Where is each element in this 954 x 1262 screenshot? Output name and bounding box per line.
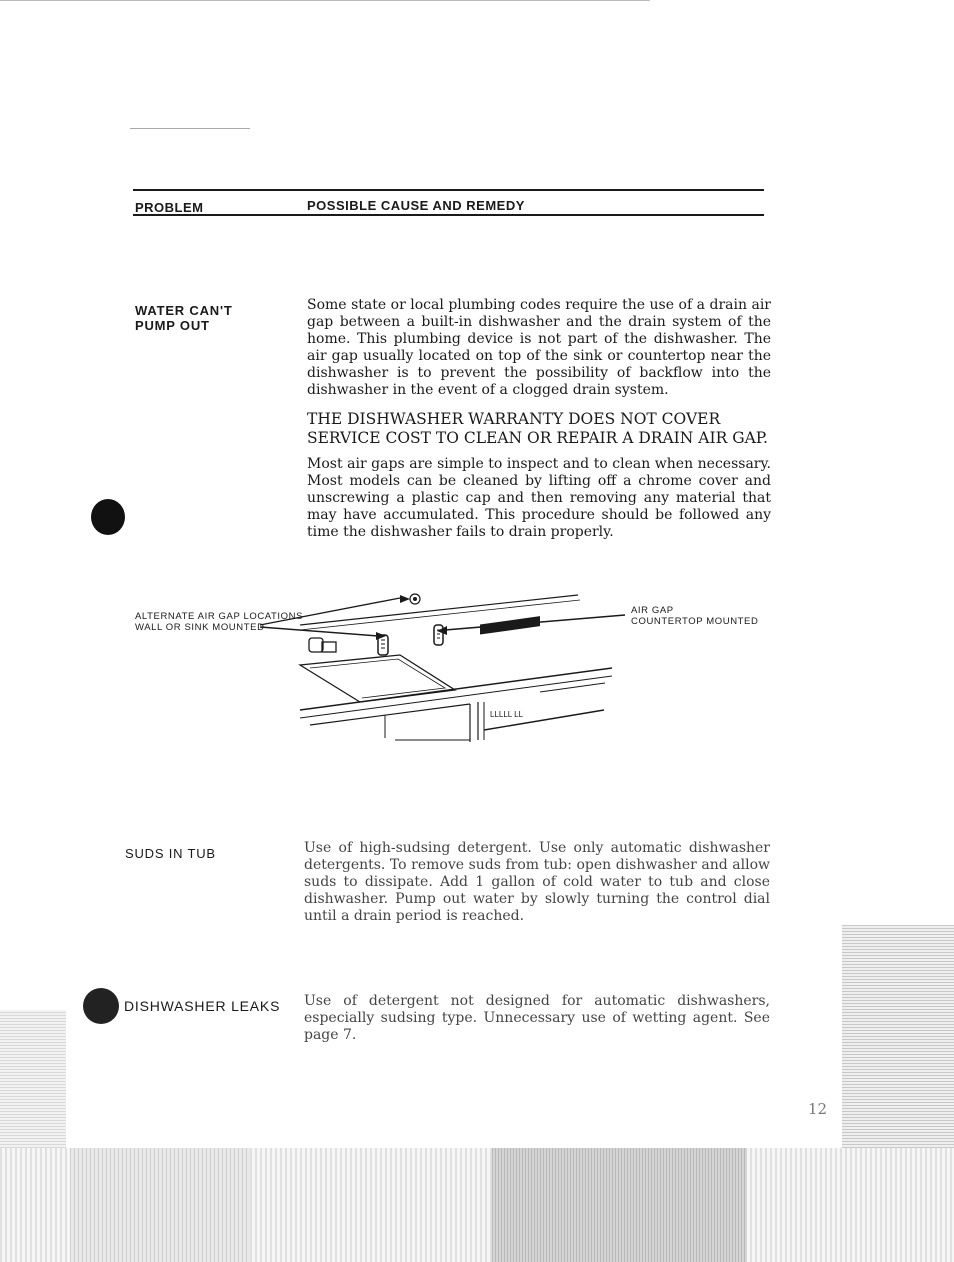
problem-dishwasher-leaks: DISHWASHER LEAKS (124, 998, 281, 1014)
air-gap-explanation: Some state or local plumbing codes require the use of a drain air gap between a built-in dishwasher and the drain system of the home. This plumbing device is not part of the dishwasher. The air gap usually located on top of the sink or countertop near the dishwasher is to prevent the possibility of backflow into the dishwasher in the event of a clogged drain system. (307, 297, 771, 398)
problem-water-cant-pump-out: WATER CAN'T PUMP OUT (135, 303, 233, 333)
label-alternate-air-gap: ALTERNATE AIR GAP LOCATIONS WALL OR SINK MOUNTED (135, 611, 304, 633)
page-number: 12 (808, 1100, 828, 1118)
header-bottom-rule (133, 214, 764, 216)
dishwasher-leaks-remedy: Use of detergent not designed for automatic dishwashers, especially sudsing type. Unnecessary use of wetting agent. See page 7. (304, 993, 770, 1043)
cause-column-header: POSSIBLE CAUSE AND REMEDY (307, 198, 525, 213)
label-countertop-air-gap: AIR GAP COUNTERTOP MOUNTED (631, 605, 759, 627)
ink-mark-leaks (83, 988, 119, 1024)
air-gap-cleaning-instructions: Most air gaps are simple to inspect and to clean when necessary. Most models can be cleaned by lifting off a chrome cover and unscrewing a plastic cap and then removing any material that may have accumulated. This procedure should be followed any time the dishwasher fails to drain properly. (307, 456, 771, 540)
header-top-rule (133, 189, 764, 191)
scan-artifact-line (130, 128, 250, 129)
sink-diagram (0, 580, 954, 840)
scan-noise-bottom-dark (492, 1148, 747, 1262)
svg-text:LLLLL LL: LLLLL LL (490, 710, 524, 719)
problem-column-header: PROBLEM (135, 200, 204, 215)
warranty-notice: THE DISHWASHER WARRANTY DOES NOT COVER SERVICE COST TO CLEAN OR REPAIR A DRAIN AIR GAP. (307, 410, 768, 447)
ink-mark-left (91, 499, 125, 535)
suds-in-tub-remedy: Use of high-sudsing detergent. Use only automatic dishwasher detergents. To remove suds from tub: open dishwasher and allow suds to dissipate. Add 1 gallon of cold water to tub and close dishwasher. Pump out water by slowly turning the control dial until a drain period is reached. (304, 840, 770, 924)
problem-suds-in-tub: SUDS IN TUB (125, 846, 216, 861)
scan-noise-bottom-mid (70, 1148, 250, 1262)
scan-artifact-top (0, 0, 650, 1)
